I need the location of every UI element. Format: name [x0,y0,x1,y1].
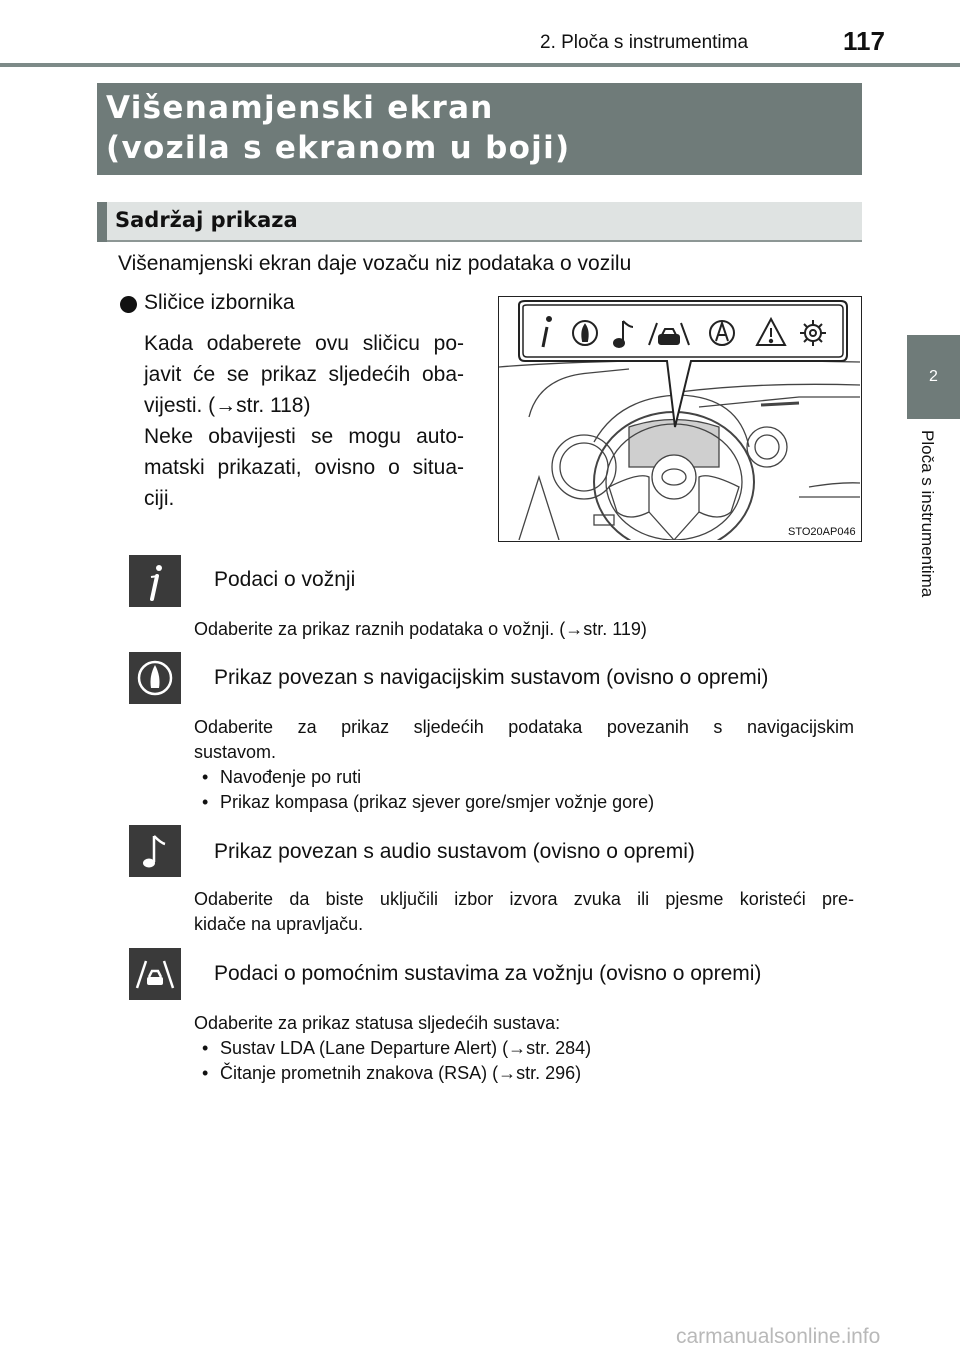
running-header-section: 2. Ploča s instrumentima [540,32,749,53]
chapter-label-text: Ploča s instrumentima [918,430,937,598]
item-desc-navigation: Odaberite za prikaz sljedećih podataka povezanih s navigacijskim [194,717,854,737]
bullet: • [202,1038,209,1058]
bullet-dot-icon [120,296,137,313]
dashboard-illustration [498,296,862,542]
bullet-description [144,328,464,514]
desc-line: javit će se prikaz sljedećih oba- [144,363,464,386]
desc-line: vijesti. (→str. 118) [144,394,311,417]
desc-line: Kada odaberete ovu sličicu po- [144,332,464,355]
list-item-text: Sustav LDA (Lane Departure Alert) (→str. 284) [220,1038,592,1058]
bullet-label: Sličice izbornika [144,291,295,314]
list-item [194,1061,581,1086]
bullet: • [202,792,209,812]
section-accent [97,202,107,242]
item-desc-navigation-cont: sustavom. [194,742,277,762]
chapter-number: 2 [929,368,938,385]
desc-line: ciji. [144,487,175,510]
watermark: carmanualsonline.info [676,1325,881,1348]
intro-text: Višenamjenski ekran daje vozaču niz podataka o vozilu [118,252,632,275]
item-desc-audio-cont: kidače na upravljaču. [194,914,364,934]
bullet: • [202,767,209,787]
list-item [194,790,654,815]
music-note-icon [129,825,181,877]
header-rule [0,63,960,67]
bullet: • [202,1063,209,1083]
desc-line: Neke obavijesti se mogu auto- [144,425,464,448]
item-desc-driving-info: Odaberite za prikaz raznih podataka o vožnji. (→str. 119) [194,619,647,639]
item-title-navigation: Prikaz povezan s navigacijskim sustavom (ovisno o opremi) [214,666,769,689]
chapter-label [917,430,937,640]
list-item [194,1036,591,1061]
title-banner [97,83,862,175]
navigation-icon [129,652,181,704]
dashboard-drawing [499,297,860,540]
list-item-text: Navođenje po ruti [220,767,362,787]
section-heading-bar [97,202,862,242]
title-line-2: (vozila s ekranom u boji) [106,130,571,166]
list-item [194,765,361,790]
figure-code: STO20AP046 [788,526,856,538]
list-item-text: Prikaz kompasa (prikaz sjever gore/smjer vožnje gore) [220,792,655,812]
chapter-tab [907,335,960,419]
desc-line: matski prikazati, ovisno o situa- [144,456,464,479]
section-heading: Sadržaj prikaza [115,208,298,232]
item-desc-audio: Odaberite da biste uključili izbor izvora zvuka ili pjesme koristeći pre- [194,889,854,909]
page-number: 117 [843,26,885,56]
list-item-text: Čitanje prometnih znakova (RSA) (→str. 296) [220,1063,582,1083]
item-title-driving-assist: Podaci o pomoćnim sustavima za vožnju (ovisno o opremi) [214,962,762,985]
info-icon [129,555,181,607]
item-desc-driving-assist: Odaberite za prikaz statusa sljedećih sustava: [194,1013,561,1033]
item-title-driving-info: Podaci o vožnji [214,568,356,591]
item-title-audio: Prikaz povezan s audio sustavom (ovisno o opremi) [214,840,695,863]
driving-assist-icon [129,948,181,1000]
title-line-1: Višenamjenski ekran [106,90,494,126]
